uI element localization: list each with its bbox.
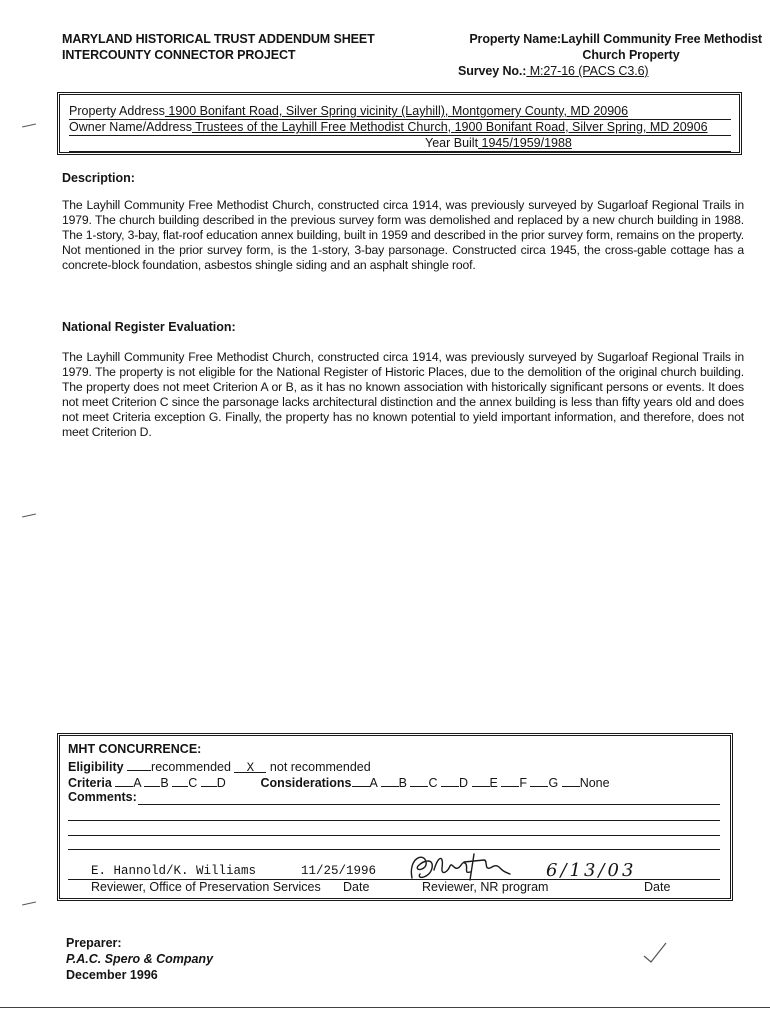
date-label: Date bbox=[343, 880, 370, 894]
not-recommended-blank[interactable] bbox=[234, 760, 266, 773]
margin-mark bbox=[22, 514, 36, 518]
consideration-f-blank[interactable] bbox=[501, 774, 519, 787]
survey-value: M:27-16 (PACS C3.6) bbox=[526, 64, 649, 78]
survey-label: Survey No.: bbox=[458, 64, 527, 78]
description-title: Description: bbox=[62, 171, 135, 185]
year-built-label: Year Built bbox=[425, 136, 479, 150]
consideration-d-blank[interactable] bbox=[441, 774, 459, 787]
consideration-d: D bbox=[459, 776, 469, 790]
consideration-c-blank[interactable] bbox=[410, 774, 428, 787]
check-mark-icon bbox=[640, 940, 670, 968]
evaluation-text: The Layhill Community Free Methodist Church, constructed circa 1914, was previously surveyed by Sugarloaf Regional Trails in 1979. The property is not eligible for the National Register of Historic Places, due to the demolition of the original church building. The property does not meet Criterion A or B, as it has no known association with historically significant persons or events. It does not meet Criterion C since the parsonage lacks architectural distinction and the annex building is less than fifty years old and does not meet Criteria exception G. Finally, the property has no known potential to yield important information, and therefore, does not meet Criterion D. bbox=[62, 350, 744, 439]
nr-date-label: Date bbox=[644, 880, 671, 894]
margin-mark bbox=[22, 902, 36, 906]
reviewer-name: E. Hannold/K. Williams bbox=[91, 864, 257, 878]
criteria-a-blank[interactable] bbox=[115, 774, 133, 787]
criteria-b-blank[interactable] bbox=[144, 774, 160, 787]
property-info-box bbox=[57, 92, 742, 155]
comments-label: Comments: bbox=[68, 790, 137, 804]
preparer-block bbox=[66, 935, 213, 983]
year-built-value: 1945/1959/1988 bbox=[478, 136, 572, 150]
preparer-name: P.A.C. Spero & Company bbox=[66, 952, 214, 966]
preparer-date: December 1996 bbox=[66, 968, 158, 982]
header-left bbox=[62, 31, 375, 63]
reviewer-date: 11/25/1996 bbox=[301, 864, 377, 878]
considerations-label: Considerations bbox=[260, 776, 352, 790]
criteria-d-blank[interactable] bbox=[201, 774, 217, 787]
nr-signature-date: 6/13/03 bbox=[546, 860, 637, 881]
owner-value: Trustees of the Layhill Free Methodist Church, 1900 Bonifant Road, Silver Spring, MD 20906 bbox=[191, 120, 708, 134]
consideration-a-blank[interactable] bbox=[352, 774, 370, 787]
project-title: INTERCOUNTY CONNECTOR PROJECT bbox=[62, 48, 296, 62]
nr-reviewer-label: Reviewer, NR program bbox=[422, 880, 549, 894]
consideration-none: None bbox=[579, 776, 610, 790]
consideration-c: C bbox=[428, 776, 438, 790]
property-address-label: Property Address bbox=[69, 104, 165, 118]
criteria-c: C bbox=[188, 776, 198, 790]
consideration-none-blank[interactable] bbox=[562, 774, 580, 787]
margin-mark bbox=[22, 124, 36, 128]
not-recommended-mark: X bbox=[246, 761, 255, 775]
owner-label: Owner Name/Address bbox=[69, 120, 192, 134]
consideration-f: F bbox=[519, 776, 527, 790]
criteria-row bbox=[68, 774, 610, 790]
property-address-value: 1900 Bonifant Road, Silver Spring vicinity (Layhill), Montgomery County, MD 20906 bbox=[164, 104, 629, 118]
eligibility-label: Eligibility bbox=[68, 760, 124, 774]
consideration-g: G bbox=[548, 776, 559, 790]
criteria-label: Criteria bbox=[68, 776, 112, 790]
evaluation-title: National Register Evaluation: bbox=[62, 320, 236, 334]
consideration-b-blank[interactable] bbox=[381, 774, 399, 787]
not-recommended-label: not recommended bbox=[269, 760, 371, 774]
criteria-b: B bbox=[160, 776, 169, 790]
owner-line bbox=[69, 120, 731, 136]
year-built-line bbox=[69, 136, 731, 152]
criteria-a: A bbox=[133, 776, 141, 790]
criteria-c-blank[interactable] bbox=[172, 774, 188, 787]
eligibility-row bbox=[68, 758, 371, 774]
header-right bbox=[440, 31, 762, 79]
mht-title: MHT CONCURRENCE: bbox=[68, 742, 202, 756]
consideration-e-blank[interactable] bbox=[472, 774, 490, 787]
reviewer-label: Reviewer, Office of Preservation Services bbox=[91, 880, 321, 894]
description-text: The Layhill Community Free Methodist Church, constructed circa 1914, was previously surveyed by Sugarloaf Regional Trails in 1979. The church building described in the previous survey form was demolished and replaced by a new church building in 1988. The 1-story, 3-bay, flat-roof education annex building, built in 1959 and described in the prior survey form, remains on the property. Not mentioned in the prior survey form, is the 1-story, 3-bay parsonage. Constructed circa 1945, the cross-gable cottage has a concrete-block foundation, asbestos shingle siding and an asphalt shingle roof. bbox=[62, 198, 744, 272]
preparer-label: Preparer: bbox=[66, 936, 122, 950]
recommended-blank[interactable] bbox=[127, 758, 151, 771]
property-name-cont: Church Property bbox=[582, 48, 680, 62]
page-bottom-rule bbox=[0, 1007, 770, 1008]
mht-concurrence-box bbox=[57, 733, 733, 901]
consideration-a: A bbox=[369, 776, 378, 790]
comments-line-3[interactable] bbox=[68, 835, 720, 836]
survey-number bbox=[440, 63, 762, 79]
comments-line-1[interactable] bbox=[138, 804, 720, 805]
consideration-g-blank[interactable] bbox=[530, 774, 548, 787]
recommended-label: recommended bbox=[151, 760, 231, 774]
property-name: Property Name:Layhill Community Free Methodist bbox=[469, 32, 762, 46]
consideration-e: E bbox=[489, 776, 498, 790]
comments-line-4[interactable] bbox=[68, 849, 720, 850]
comments-line-2[interactable] bbox=[68, 820, 720, 821]
sheet-title: MARYLAND HISTORICAL TRUST ADDENDUM SHEET bbox=[62, 32, 375, 46]
criteria-d: D bbox=[216, 776, 226, 790]
property-address-line bbox=[69, 104, 731, 120]
consideration-b: B bbox=[398, 776, 407, 790]
